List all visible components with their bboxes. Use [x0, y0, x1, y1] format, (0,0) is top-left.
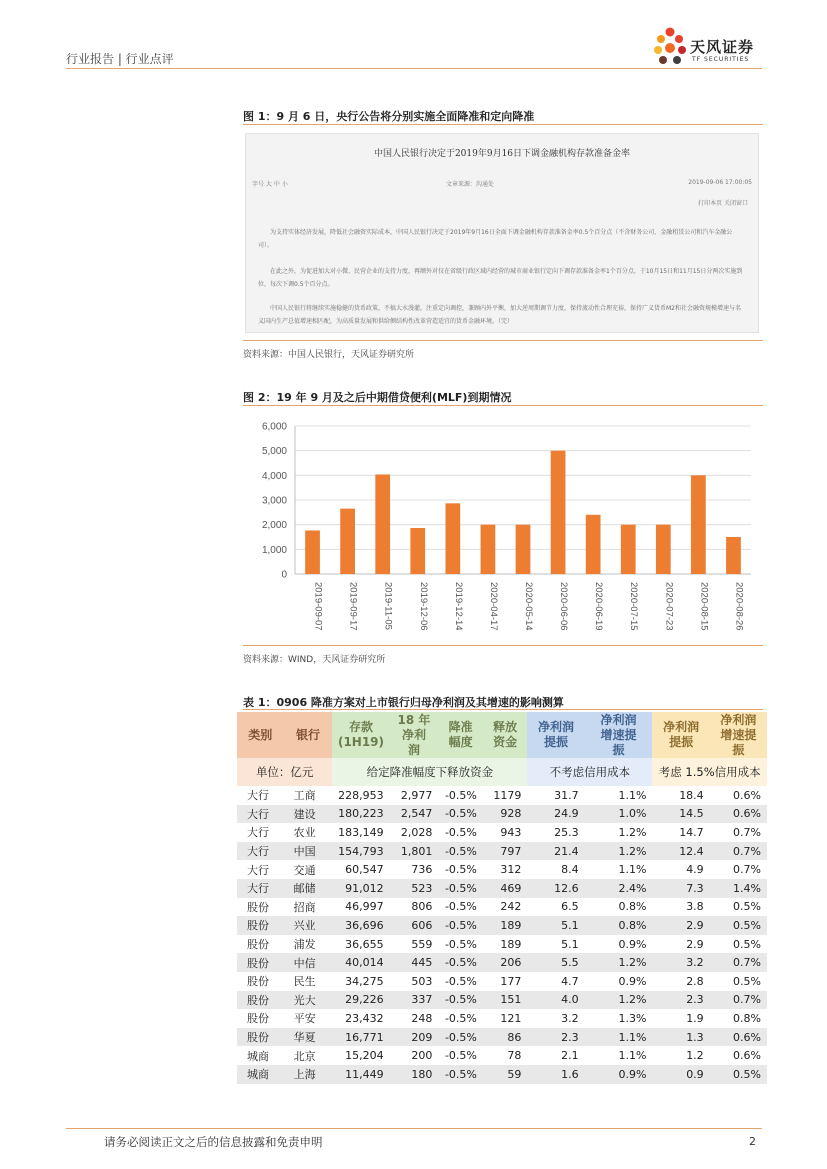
table-cell: 中国	[284, 842, 333, 861]
y-tick-label: 5,000	[261, 446, 287, 458]
bar	[375, 474, 390, 574]
table-cell: 大行	[247, 789, 269, 803]
table-cell: 建设	[284, 805, 333, 824]
figure2-title: 图 2：19 年 9 月及之后中期借贷便利(MLF)到期情况	[243, 391, 512, 404]
table-cell: 2,547	[390, 805, 439, 824]
table-cell: 0.7%	[710, 953, 767, 972]
table-row	[237, 842, 767, 861]
table-cell: 12.4	[652, 842, 709, 861]
table-cell: 华夏	[284, 1028, 333, 1047]
table-cell: 180,223	[332, 805, 389, 824]
table-cell: 农业	[293, 826, 316, 840]
table-cell: -0.5%	[444, 900, 477, 914]
table-cell: 1.2%	[618, 825, 647, 839]
notice-date: 2019-09-06 17:00:05	[688, 179, 752, 186]
page-number: 2	[749, 1135, 756, 1148]
x-tick-label: 2020-07-15	[628, 582, 640, 631]
y-tick-label: 4,000	[261, 470, 287, 482]
bar	[516, 525, 531, 574]
footer-divider	[66, 1128, 762, 1129]
table-cell: 2.9	[652, 916, 709, 935]
table-row	[237, 991, 767, 1010]
bar	[586, 515, 601, 574]
header-breadcrumb: 行业报告 | 行业点评	[66, 52, 174, 66]
table-cell: 1.2%	[585, 953, 653, 972]
table-cell: 31.7	[554, 788, 579, 802]
table-cell: -0.5%	[444, 937, 477, 951]
notice-source: 文章来源：沟通处	[446, 181, 495, 188]
table-cell: 3.2	[561, 1011, 579, 1025]
table-cell: -0.5%	[438, 916, 483, 935]
table-cell: 16,771	[332, 1028, 389, 1047]
table-cell: 36,696	[332, 916, 389, 935]
table-cell: 北京	[293, 1049, 316, 1063]
table-cell: 1.3	[652, 1028, 709, 1047]
x-tick-label: 2020-04-17	[487, 582, 499, 631]
figure1-bottom-rule	[243, 340, 763, 341]
table-cell: 14.5	[652, 805, 709, 824]
table-cell: 大行	[237, 879, 284, 898]
table-cell: 5.1	[561, 937, 579, 951]
table-cell: 177	[500, 974, 522, 988]
table-cell: 0.5%	[733, 937, 761, 951]
table-cell: 8.4	[561, 863, 579, 877]
table-cell: 5.5	[527, 953, 584, 972]
table-cell: 4.9	[686, 863, 704, 877]
table-cell: 2.3	[527, 1028, 584, 1047]
y-tick-label: 3,000	[261, 495, 287, 507]
table-cell: 1.6	[527, 1065, 584, 1084]
y-tick-label: 2,000	[261, 520, 287, 532]
table-cell: 29,226	[332, 991, 389, 1010]
x-tick-label: 2019-12-14	[452, 582, 464, 631]
table-cell: 200	[411, 1049, 433, 1063]
table-cell: 2.4%	[585, 879, 653, 898]
table-cell: 23,432	[345, 1011, 384, 1025]
table-cell: 559	[411, 937, 433, 951]
table-cell: 1.0%	[585, 805, 653, 824]
table-cell: 4.0	[527, 991, 584, 1010]
notice-font-size: 字号 大 中 小	[252, 181, 288, 188]
table-row	[237, 1028, 767, 1047]
table-cell: 0.7%	[733, 863, 761, 877]
table-cell: 1.4%	[710, 879, 767, 898]
table-cell: 股份	[247, 938, 269, 952]
table-cell: 18.4	[679, 788, 704, 802]
table-cell: -0.5%	[444, 788, 477, 802]
bar	[621, 525, 636, 574]
table-cell: 大行	[247, 826, 269, 840]
table-cell: -0.5%	[444, 974, 477, 988]
table-cell: 股份	[247, 900, 269, 914]
table-cell: 0.7%	[710, 842, 767, 861]
table-row	[237, 1046, 767, 1065]
table-row	[237, 860, 767, 879]
figure2-top-rule	[243, 405, 763, 406]
table-cell: 209	[390, 1028, 439, 1047]
x-tick-label: 2020-06-19	[593, 582, 605, 631]
x-tick-label: 2020-07-23	[663, 582, 675, 631]
table-cell: -0.5%	[444, 1049, 477, 1063]
table-row	[237, 805, 767, 824]
table-cell: 上海	[284, 1065, 333, 1084]
table-cell: 503	[411, 974, 433, 988]
table-cell: 0.8%	[733, 1011, 761, 1025]
bar	[340, 509, 355, 574]
x-tick-label: 2020-08-26	[733, 582, 745, 631]
table-cell: 0.9%	[618, 974, 647, 988]
table-cell: 806	[411, 900, 433, 914]
table-cell: 606	[390, 916, 439, 935]
table-cell: 1.1%	[618, 788, 647, 802]
table-header-cell: 净利润 增速提 振	[585, 712, 653, 758]
table-row	[237, 972, 767, 991]
table-header-cell: 净利润 增速提 振	[710, 712, 767, 758]
table-unit-row	[237, 758, 767, 786]
table-header-row	[237, 712, 767, 758]
table-cell: 121	[500, 1011, 522, 1025]
table-cell: -0.5%	[438, 1028, 483, 1047]
table-cell: 91,012	[332, 879, 389, 898]
table-cell: 469	[483, 879, 528, 898]
table-cell: 797	[483, 842, 528, 861]
table-cell: 0.9	[652, 1065, 709, 1084]
bar	[551, 451, 566, 574]
table-cell: 7.3	[652, 879, 709, 898]
x-tick-label: 2019-12-06	[417, 582, 429, 631]
table-cell: 14.7	[679, 825, 704, 839]
table-cell: 股份	[237, 916, 284, 935]
notice-paragraph-2: 在此之外，为促进加大对小微、民营企业的支持力度，再额外对仅在省级行政区域内经营的城市商业银行定向下调存款准备金率1个百分点，于10月15日和11月15日分两次实施到位，每次下调0.5个百分点。	[258, 268, 743, 288]
table-header-cell: 净利润 提振	[652, 712, 709, 758]
table-group-cell: 单位：亿元	[237, 758, 332, 786]
table-cell: -0.5%	[438, 879, 483, 898]
table-cell: -0.5%	[438, 953, 483, 972]
table-cell: 1.1%	[618, 1049, 647, 1063]
table-cell: 大行	[237, 842, 284, 861]
table-cell: 0.9%	[618, 937, 647, 951]
x-tick-label: 2019-09-17	[347, 582, 359, 631]
table-cell: 5.1	[527, 916, 584, 935]
table-cell: 36,655	[345, 937, 384, 951]
table-cell: -0.5%	[438, 805, 483, 824]
table-cell: 0.6%	[733, 1049, 761, 1063]
table-cell: 0.5%	[733, 974, 761, 988]
table-cell: 浦发	[293, 938, 316, 952]
table-cell: 大行	[237, 805, 284, 824]
table-cell: 0.6%	[733, 788, 761, 802]
mlf-bar-chart	[243, 412, 763, 642]
table-group-cell: 不考虑信用成本	[527, 758, 652, 786]
table-cell: 189	[500, 937, 522, 951]
table-header-cell: 释放 资金	[483, 712, 528, 758]
table-cell: 206	[483, 953, 528, 972]
table-cell: 1.9	[686, 1011, 704, 1025]
table-cell: 0.8%	[618, 900, 647, 914]
table-cell: 2.8	[686, 974, 704, 988]
table-cell: 股份	[237, 991, 284, 1010]
bar	[726, 537, 741, 574]
table-cell: 248	[411, 1011, 433, 1025]
table-row	[237, 1009, 767, 1028]
table-cell: 6.5	[561, 900, 579, 914]
table-row	[237, 879, 767, 898]
figure1-source: 资料来源：中国人民银行，天风证券研究所	[243, 350, 415, 360]
table-cell: 股份	[247, 975, 269, 989]
table-cell: 12.6	[527, 879, 584, 898]
table-cell: 34,275	[345, 974, 384, 988]
table-cell: 平安	[293, 1012, 316, 1026]
table-cell: 736	[411, 863, 433, 877]
table-cell: 0.8%	[585, 916, 653, 935]
table-cell: 78	[507, 1049, 522, 1063]
table-cell: 15,204	[345, 1049, 384, 1063]
notice-title: 中国人民银行决定于2019年9月16日下调金融机构存款准备金率	[373, 149, 631, 159]
table-row	[237, 935, 767, 954]
table-row	[237, 786, 767, 805]
table-cell: 228,953	[338, 788, 384, 802]
bar	[691, 475, 706, 574]
table-cell: 股份	[237, 953, 284, 972]
table-cell: 312	[500, 863, 522, 877]
x-tick-label: 2019-11-05	[382, 582, 394, 630]
table-cell: 25.3	[554, 825, 579, 839]
table-cell: 1,801	[390, 842, 439, 861]
table-cell: 337	[390, 991, 439, 1010]
table-cell: 兴业	[284, 916, 333, 935]
table1-top-rule	[243, 709, 763, 710]
table-cell: 0.5%	[710, 1065, 767, 1084]
table-cell: 445	[390, 953, 439, 972]
table-cell: 1179	[493, 788, 522, 802]
y-tick-label: 1,000	[261, 544, 287, 556]
table1-title: 表 1：0906 降准方案对上市银行归母净利润及其增速的影响测算	[243, 696, 564, 709]
table-cell: 1.1%	[585, 1028, 653, 1047]
notice-paragraph-3: 中国人民银行将继续实施稳健的货币政策，不搞大水漫灌，注重定向调控，兼顾内外平衡，加大逆周期调节力度，保持流动性合理充裕，保持广义货币M2和社会融资规模增速与名义国内生产总值增速相匹配，为高质量发展和供给侧结构性改革营造适宜的货币金融环境。（完）	[258, 305, 741, 325]
x-tick-label: 2019-09-07	[312, 582, 324, 631]
table-cell: 3.2	[652, 953, 709, 972]
table-cell: 59	[483, 1065, 528, 1084]
table-header-cell: 银行	[284, 712, 333, 758]
table-cell: 0.7%	[710, 991, 767, 1010]
table-cell: 4.7	[561, 974, 579, 988]
notice-print-bar: 打印本页 关闭窗口	[698, 200, 748, 207]
table-cell: 0.7%	[733, 825, 761, 839]
notice-paragraph-1: 为支持实体经济发展，降低社会融资实际成本，中国人民银行决定于2019年9月16日全面下调金融机构存款准备金率0.5个百分点（不含财务公司、金融租赁公司和汽车金融公司）。	[258, 229, 733, 249]
table-cell: 交通	[293, 863, 316, 877]
bar	[481, 525, 496, 574]
table-cell: -0.5%	[438, 1065, 483, 1084]
logo-text: 天风证券	[690, 38, 755, 56]
figure2-bottom-rule	[243, 645, 763, 646]
table-group-cell: 考虑 1.5%信用成本	[652, 758, 767, 786]
bar	[656, 525, 671, 574]
figure1-title: 图 1：9 月 6 日，央行公告将分别实施全面降准和定向降准	[243, 110, 535, 123]
table-header-cell: 降准 幅度	[438, 712, 483, 758]
table-cell: 183,149	[338, 825, 384, 839]
table-cell: 60,547	[345, 863, 384, 877]
table-cell: 大行	[247, 863, 269, 877]
table-cell: 0.5%	[733, 900, 761, 914]
table-cell: 523	[390, 879, 439, 898]
logo-subtext: TF SECURITIES	[692, 56, 750, 63]
bar	[445, 503, 460, 574]
table-cell: 城商	[237, 1065, 284, 1084]
tf-logo-icon	[650, 26, 690, 70]
table-cell: 1.2	[686, 1049, 704, 1063]
y-tick-label: 0	[281, 569, 287, 581]
y-tick-label: 6,000	[261, 421, 287, 433]
table-row	[237, 916, 767, 935]
table-cell: -0.5%	[438, 991, 483, 1010]
table-cell: 151	[483, 991, 528, 1010]
table-cell: 154,793	[332, 842, 389, 861]
table-header-cell: 净利润 提振	[527, 712, 584, 758]
table-cell: 2.1	[561, 1049, 579, 1063]
table-cell: 180	[390, 1065, 439, 1084]
table-row	[237, 1065, 767, 1084]
table-cell: 2,028	[400, 825, 433, 839]
x-tick-label: 2020-06-06	[558, 582, 570, 631]
table-row	[237, 898, 767, 917]
bank-impact-table	[237, 712, 767, 1084]
table-cell: 股份	[247, 1012, 269, 1026]
table-cell: 242	[500, 900, 522, 914]
table-cell: 46,997	[345, 900, 384, 914]
table-cell: 3.8	[686, 900, 704, 914]
table-cell: 2,977	[400, 788, 433, 802]
table-cell: 1.1%	[618, 863, 647, 877]
table-cell: -0.5%	[444, 863, 477, 877]
table-cell: 民生	[293, 975, 316, 989]
table-cell: 1.3%	[618, 1011, 647, 1025]
table-header-cell: 存款 (1H19)	[332, 712, 389, 758]
figure1-top-rule	[243, 124, 763, 125]
table-cell: 邮储	[284, 879, 333, 898]
table-header-cell: 18 年 净利 润	[390, 712, 439, 758]
table-cell: 股份	[237, 1028, 284, 1047]
table-cell: 2.3	[652, 991, 709, 1010]
table-cell: 2.9	[686, 937, 704, 951]
table-cell: 189	[483, 916, 528, 935]
table-group-cell: 给定降准幅度下释放资金	[332, 758, 527, 786]
table-cell: 86	[483, 1028, 528, 1047]
table-cell: 0.5%	[710, 916, 767, 935]
x-tick-label: 2020-08-15	[698, 582, 710, 631]
table-cell: 40,014	[332, 953, 389, 972]
table-cell: 1.2%	[585, 991, 653, 1010]
table-cell: -0.5%	[444, 825, 477, 839]
table-cell: 光大	[284, 991, 333, 1010]
pboc-notice-screenshot	[245, 133, 759, 333]
bar	[305, 530, 320, 574]
table-cell: 0.6%	[710, 805, 767, 824]
table-cell: 928	[483, 805, 528, 824]
table-cell: 943	[500, 825, 522, 839]
x-tick-label: 2020-05-14	[523, 582, 534, 631]
table-cell: 城商	[247, 1049, 269, 1063]
table-cell: 21.4	[527, 842, 584, 861]
table-cell: 11,449	[332, 1065, 389, 1084]
table-cell: 0.6%	[710, 1028, 767, 1047]
table-cell: 中信	[284, 953, 333, 972]
table-cell: 招商	[293, 900, 316, 914]
table-cell: -0.5%	[444, 1011, 477, 1025]
bar	[410, 528, 425, 574]
table-cell: 24.9	[527, 805, 584, 824]
table-cell: -0.5%	[438, 842, 483, 861]
table-header-cell: 类别	[237, 712, 284, 758]
table-cell: 1.2%	[585, 842, 653, 861]
table-row	[237, 953, 767, 972]
footer-disclaimer: 请务必阅读正文之后的信息披露和免责申明	[104, 1135, 323, 1149]
figure2-source: 资料来源：WIND，天风证券研究所	[243, 655, 386, 665]
table-cell: 工商	[293, 789, 316, 803]
table-cell: 0.9%	[585, 1065, 653, 1084]
table-row	[237, 823, 767, 842]
